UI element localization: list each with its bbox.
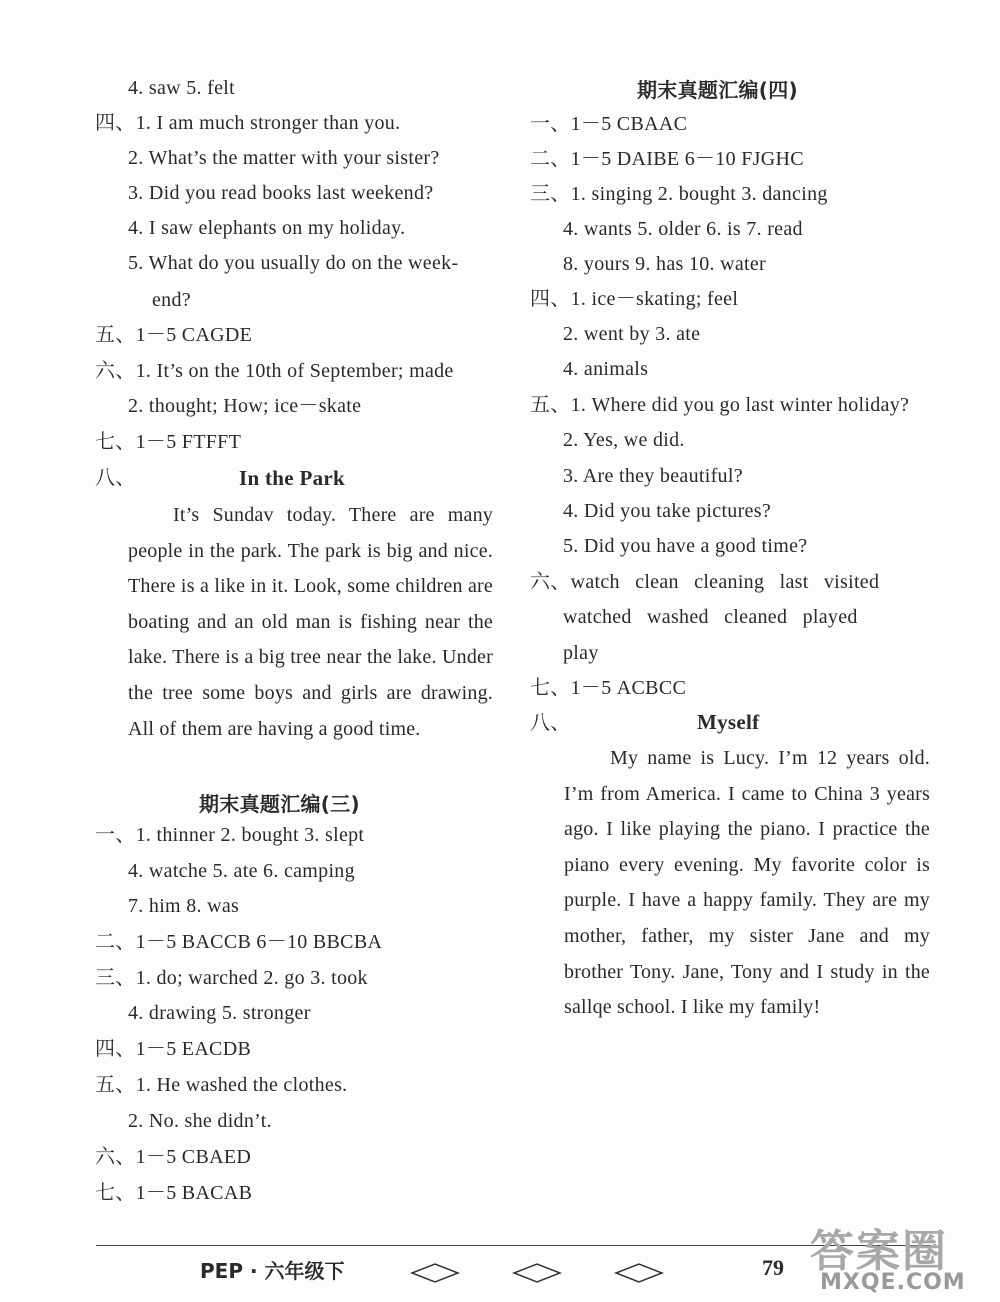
answer-line: 八、 <box>530 712 571 734</box>
answer-line: 五、1. He washed the clothes. <box>95 1074 348 1096</box>
answer-line: 4. Did you take pictures? <box>563 500 771 522</box>
watermark-logo <box>810 1215 990 1300</box>
answer-line: 4. animals <box>563 358 649 380</box>
answer-line: 3. Did you read books last weekend? <box>128 182 434 204</box>
essay-paragraph: My name is Lucy. I’m 12 years old. I’m from America. I came to China 3 years ago. I like playing the piano. I practice the piano every evening. My favorite color is purple. I have a happy family. They are my mother, father, my sister Jane and my brother Tony. Jane, Tony and I study in the sallqe school. I like my family! <box>564 747 930 1019</box>
answer-line: 六、watch clean cleaning last visited <box>530 571 880 593</box>
answer-line: 2. No. she didn’t. <box>128 1110 272 1132</box>
watermark-url: MXQE.COM <box>820 1270 966 1295</box>
answer-line: 七、1－5 ACBCC <box>530 677 687 699</box>
answer-line: 一、1. thinner 2. bought 3. slept <box>95 824 365 846</box>
answer-line: 六、1. It’s on the 10th of September; made <box>95 360 454 382</box>
answer-line: 2. What’s the matter with your sister? <box>128 147 440 169</box>
answer-line: 3. Are they beautiful? <box>563 465 743 487</box>
answer-line: 七、1－5 BACAB <box>95 1182 253 1204</box>
answer-line: 五、1. Where did you go last winter holiday? <box>530 394 910 416</box>
answer-line: 四、1－5 EACDB <box>95 1038 252 1060</box>
answer-line: 三、1. do; warched 2. go 3. took <box>95 967 368 989</box>
answer-line: 二、1－5 BACCB 6－10 BBCBA <box>95 931 383 953</box>
answer-line: 三、1. singing 2. bought 3. dancing <box>530 183 828 205</box>
answer-line: 2. went by 3. ate <box>563 323 701 345</box>
answer-line: play <box>563 642 599 664</box>
answer-line: 4. drawing 5. stronger <box>128 1002 311 1024</box>
essay-title: In the Park <box>239 466 345 490</box>
answer-line: 5. Did you have a good time? <box>563 535 808 557</box>
answer-line: 四、1. ice－skating; feel <box>530 288 739 310</box>
answer-line: 二、1－5 DAIBE 6－10 FJGHC <box>530 148 804 170</box>
section-title: 期末真题汇编(四) <box>637 78 798 102</box>
answer-line: watched washed cleaned played <box>563 606 858 628</box>
answer-line: 2. thought; How; ice－skate <box>128 395 362 417</box>
footer-rule <box>96 1245 931 1246</box>
edition-label: PEP · 六年级下 <box>200 1259 345 1283</box>
answer-line: end? <box>152 289 191 311</box>
essay-title: Myself <box>697 710 760 734</box>
section-title: 期末真题汇编(三) <box>199 792 360 816</box>
answer-line: 四、1. I am much stronger than you. <box>95 112 401 134</box>
answer-line: 5. What do you usually do on the week- <box>128 252 459 274</box>
page-number: 79 <box>762 1255 784 1280</box>
answer-line: 4. wants 5. older 6. is 7. read <box>563 218 803 240</box>
essay-paragraph: It’s Sundav today. There are many people in the park. The park is big and nice. There is a like in it. Look, some children are boating and an old man is fishing near the lake. There is a big tree near the lake. Under the tree some boys and girls are drawing. All of them are having a good time. <box>128 504 493 740</box>
answer-line: 7. him 8. was <box>128 895 240 917</box>
answer-line: 4. I saw elephants on my holiday. <box>128 217 406 239</box>
answer-line: 六、1－5 CBAED <box>95 1146 252 1168</box>
answer-line: 八、 <box>95 467 136 489</box>
diamond-ornament-icon <box>614 1262 664 1284</box>
answer-line: 4. saw 5. felt <box>128 77 235 99</box>
answer-line: 一、1－5 CBAAC <box>530 113 688 135</box>
diamond-ornament-icon <box>512 1262 562 1284</box>
answer-line: 2. Yes, we did. <box>563 429 685 451</box>
answer-line: 七、1－5 FTFFT <box>95 431 242 453</box>
diamond-ornament-icon <box>410 1262 460 1284</box>
watermark-text: 答案圈 <box>810 1226 948 1277</box>
answer-line: 8. yours 9. has 10. water <box>563 253 767 275</box>
answer-line: 五、1－5 CAGDE <box>95 324 253 346</box>
answer-line: 4. watche 5. ate 6. camping <box>128 860 355 882</box>
